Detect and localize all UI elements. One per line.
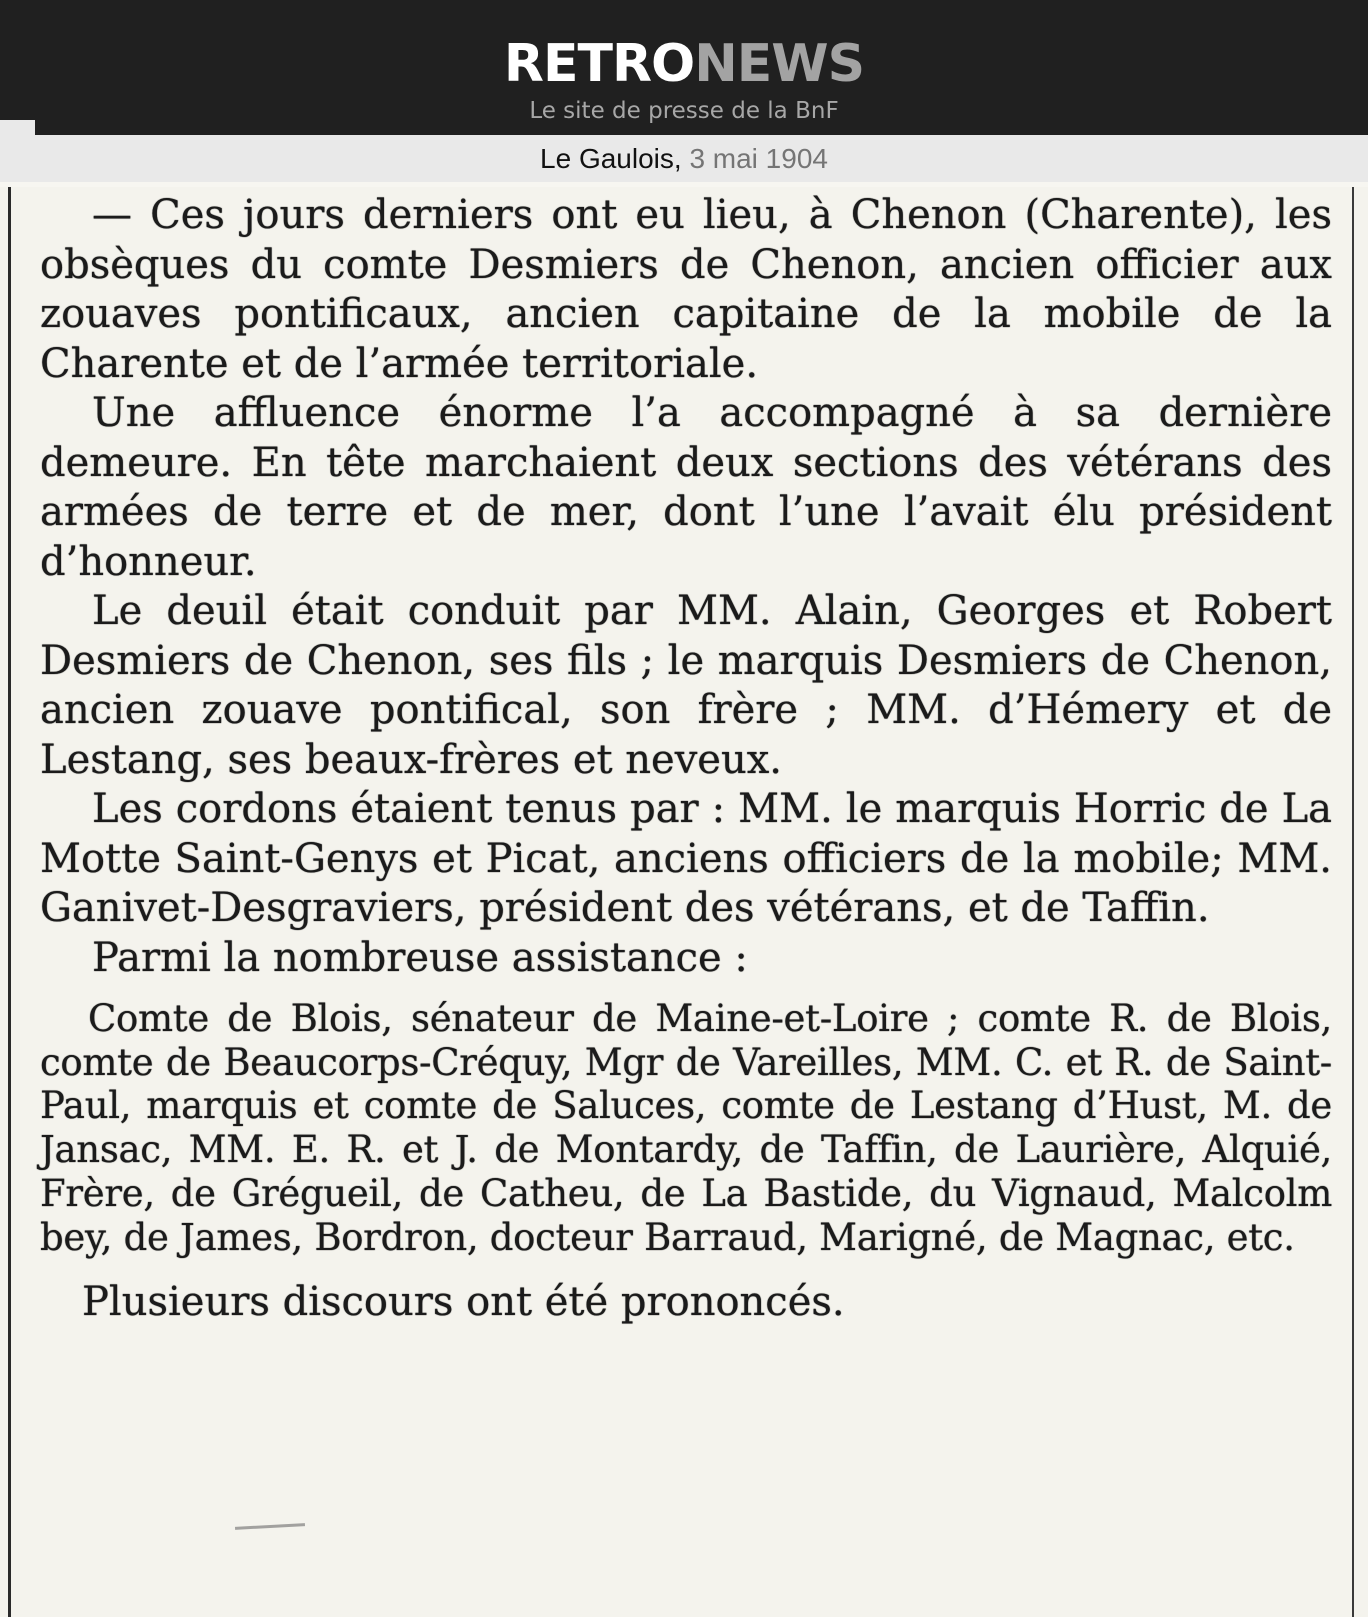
- closing-sentence: Plusieurs discours ont été prononcés.: [82, 1279, 845, 1326]
- article-column: [40, 191, 1332, 1327]
- article-paragraph: — Ces jours derniers ont eu lieu, à Chenon (Charente), les obsèques du comte Desmiers de Chenon, ancien officier aux zouaves pontificaux, ancien capitaine de la mobile de la Charente et de l’armée territoriale.: [40, 192, 1332, 387]
- source-citation: [0, 142, 1368, 176]
- newspaper-scan: [0, 187, 1368, 1617]
- retronews-logo[interactable]: [0, 34, 1368, 94]
- site-tagline: Le site de presse de la BnF: [529, 98, 839, 124]
- separator-mark: [235, 1523, 305, 1530]
- logo-news-text: NEWS: [694, 34, 865, 94]
- logo-retro-text: RETRO: [503, 34, 695, 94]
- article-paragraph: Parmi la nombreuse assistance :: [92, 934, 748, 981]
- article-paragraph: Une affluence énorme l’a accompagné à sa dernière demeure. En tête marchaient deux sections des vétérans des armées de terre et de mer, dont l’une l’avait élu président d’honneur.: [40, 390, 1332, 585]
- publication-date: 3 mai 1904: [689, 143, 828, 174]
- article-paragraph: Le deuil était conduit par MM. Alain, Georges et Robert Desmiers de Chenon, ses fils ; le marquis Desmiers de Chenon, ancien zouave pontifical, son frère ; MM. d’Hémery et de Lestang, ses beaux-frères et neveux.: [40, 588, 1332, 783]
- column-rule-right: [1352, 187, 1354, 1617]
- article-paragraph: Les cordons étaient tenus par : MM. le marquis Horric de La Motte Saint-Genys et Picat, anciens officiers de la mobile; MM. Ganivet-Desgraviers, président des vétérans, et de Taffin.: [40, 786, 1332, 931]
- newspaper-name: Le Gaulois,: [540, 143, 682, 174]
- attendee-list: Comte de Blois, sénateur de Maine-et-Loire ; comte R. de Blois, comte de Beaucorps-Créquy, Mgr de Vareilles, MM. C. et R. de Saint-Paul, marquis et comte de Saluces, comte de Lestang d’Hust, M. de Jansac, MM. E. R. et J. de Montardy, de Taffin, de Laurière, Alquié, Frère, de Grégueil, de Catheu, de La Bastide, du Vignaud, Malcolm bey, de James, Bordron, docteur Barraud, Marigné, de Magnac, etc.: [40, 997, 1332, 1259]
- column-rule-left: [8, 187, 11, 1617]
